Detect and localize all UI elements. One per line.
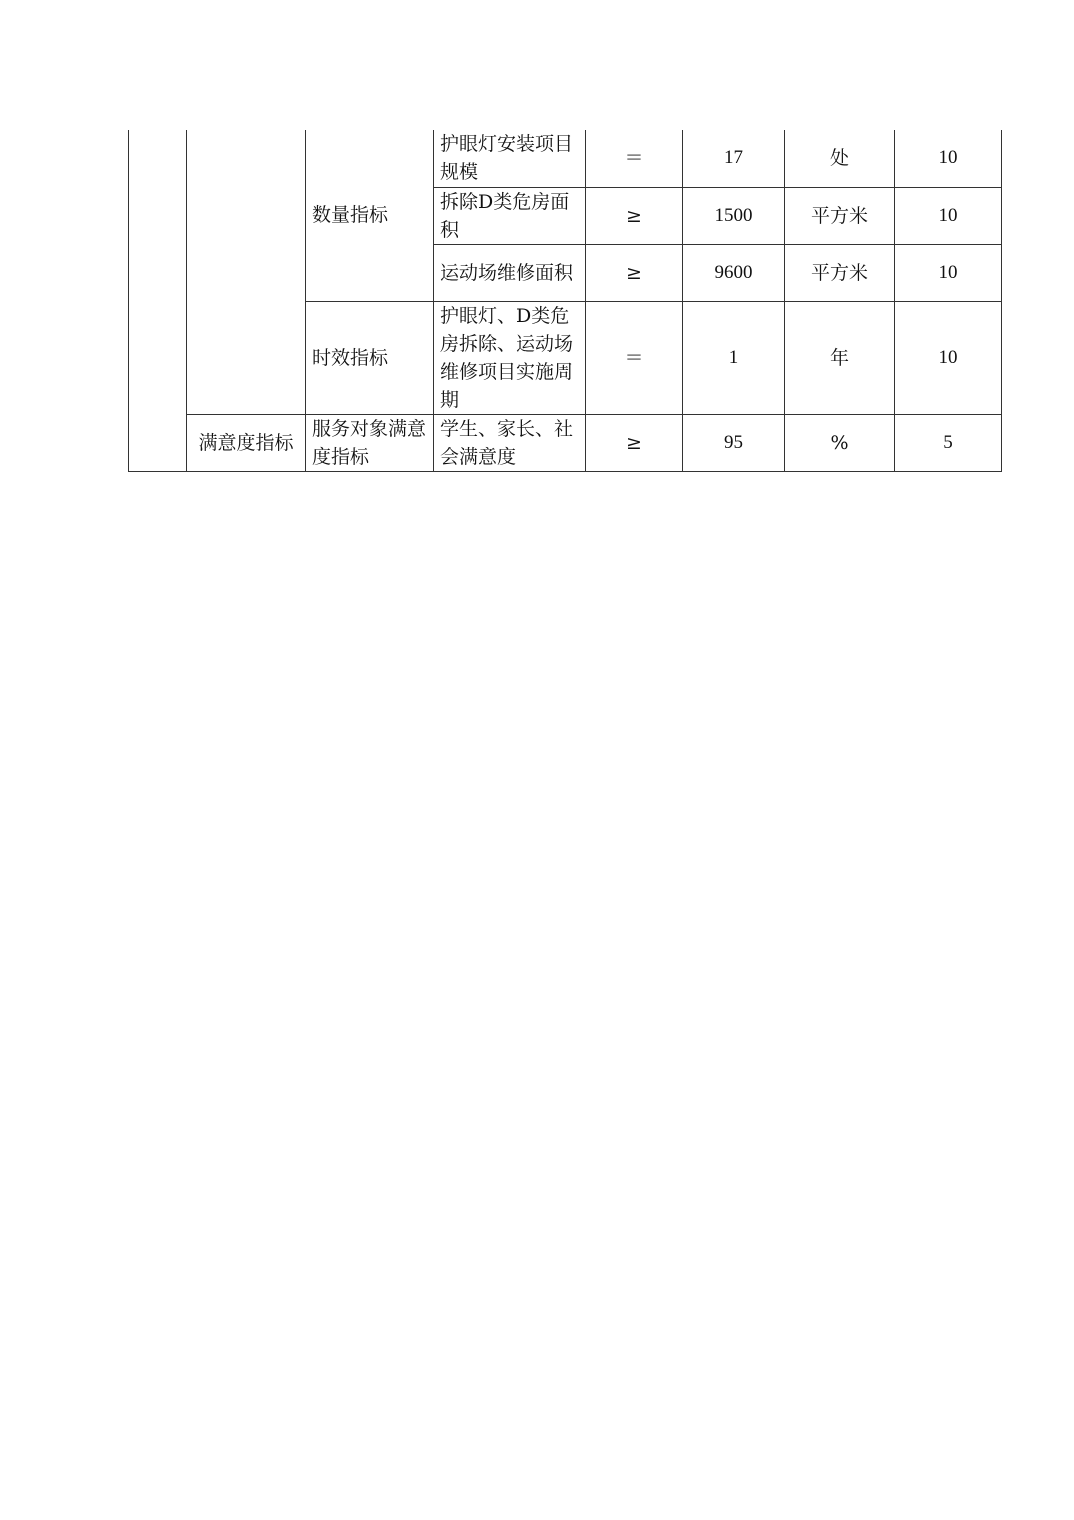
- value-cell: 1500: [683, 187, 785, 244]
- value-cell: 9600: [683, 244, 785, 301]
- unit-cell: %: [785, 414, 895, 471]
- table-row: [129, 414, 1002, 471]
- performance-indicator-table: [128, 130, 1002, 472]
- operator-cell: ≥: [586, 414, 683, 471]
- unit-cell: 年: [785, 301, 895, 414]
- indicator-name-cell: 拆除D类危房面积: [434, 187, 586, 244]
- level2-satisfaction-cell: 满意度指标: [187, 414, 306, 471]
- level1-cell: [129, 130, 187, 471]
- score-cell: 10: [895, 187, 1002, 244]
- table-row: [129, 130, 1002, 187]
- unit-cell: 平方米: [785, 187, 895, 244]
- unit-cell: 处: [785, 130, 895, 187]
- level3-quantity-cell: 数量指标: [306, 130, 434, 301]
- operator-cell: ≥: [586, 187, 683, 244]
- indicator-name-cell: 运动场维修面积: [434, 244, 586, 301]
- indicator-name-cell: 学生、家长、社会满意度: [434, 414, 586, 471]
- indicator-name-cell: 护眼灯安装项目规模: [434, 130, 586, 187]
- level3-service-satisfaction-cell: 服务对象满意度指标: [306, 414, 434, 471]
- operator-cell: ≥: [586, 244, 683, 301]
- score-cell: 10: [895, 301, 1002, 414]
- score-cell: 5: [895, 414, 1002, 471]
- level3-timeliness-cell: 时效指标: [306, 301, 434, 414]
- unit-cell: 平方米: [785, 244, 895, 301]
- score-cell: 10: [895, 130, 1002, 187]
- indicator-name-cell: 护眼灯、D类危房拆除、运动场维修项目实施周期: [434, 301, 586, 414]
- value-cell: 1: [683, 301, 785, 414]
- operator-cell: ＝: [586, 301, 683, 414]
- level2-cell: [187, 130, 306, 414]
- operator-cell: ＝: [586, 130, 683, 187]
- score-cell: 10: [895, 244, 1002, 301]
- value-cell: 95: [683, 414, 785, 471]
- value-cell: 17: [683, 130, 785, 187]
